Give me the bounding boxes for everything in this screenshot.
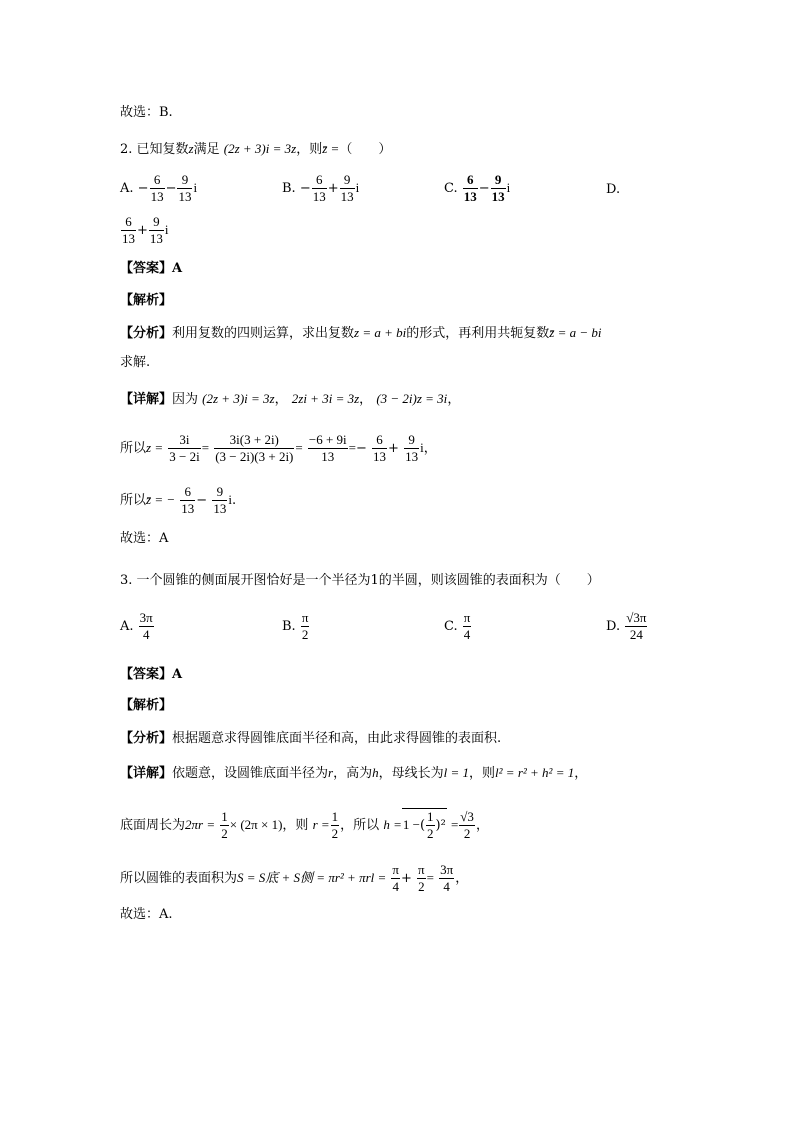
q3-option-c: C. $\frac{\pi}{4}$ [444, 610, 471, 642]
q3-option-a: A. $\frac{3\pi}{4}$ [120, 610, 153, 642]
answer-q3: 【答案】A [120, 667, 183, 682]
question-2: 2. 已知复数z满足 (2z + 3)i = 3z，则z̄ =（ ） [120, 141, 392, 157]
option-c: C. $\frac{6}{13}$ − $\frac{9}{13}$ i [444, 172, 511, 204]
fenxi-q2-cont: 求解. [120, 355, 151, 370]
xiangjie-q2-line2: 所以z = $\frac{3i}{3 - 2i}$ = $\frac{3i(3 + 2i)}{(3 - 2i)(3 + 2i)}$ = $\frac{-6 + 9i}{13}$ =− $\frac{6}{13}$ + $\frac{9}{13}$ i， [120, 432, 437, 464]
xiangjie-q3-line2: 底面周长为2πr = $\frac{1}{2}$ × (2π × 1)，则 r = $\frac{1}{2}$ ，所以 h =1 −( $\frac{1}{2}$ )² = $\frac{√3}{2}$ ， [120, 809, 489, 841]
xiangjie-q3-line3: 所以圆锥的表面积为S = S底 + S侧 = πr² + πrl = $\frac{\pi}{4}$ + $\frac{\pi}{2}$ = $\frac{3\pi}{4}$ ， [120, 862, 469, 894]
xiangjie-q3: 【详解】依题意，设圆锥底面半径为r，高为h，母线长为l = 1，则l² = r² + h² = 1， [120, 765, 588, 781]
option-b: B. − $\frac{6}{13}$ + $\frac{9}{13}$ i [282, 172, 360, 204]
question-3: 3. 一个圆锥的侧面展开图恰好是一个半径为1的半圆，则该圆锥的表面积为（ ） [120, 573, 600, 588]
option-d: D. [606, 182, 621, 197]
answer-q2: 【答案】A [120, 261, 183, 276]
jiexi-q3: 【解析】 [120, 698, 173, 713]
option-a: A. − $\frac{6}{13}$ − $\frac{9}{13}$ i [120, 172, 198, 204]
q3-option-d: D. $\frac{√3\pi}{24}$ [606, 610, 647, 642]
guxuan-q3: 故选：A. [120, 907, 173, 922]
option-d-value: $\frac{6}{13}$ + $\frac{9}{13}$ i [122, 214, 169, 246]
xiangjie-q2: 【详解】因为 (2z + 3)i = 3z， 2zi + 3i = 3z， (3 − 2i)z = 3i， [120, 391, 461, 407]
q3-option-b: B. $\frac{\pi}{2}$ [282, 610, 309, 642]
jiexi-q2: 【解析】 [120, 293, 173, 308]
xiangjie-q2-line3: 所以z̄ = − $\frac{6}{13}$ − $\frac{9}{13}$ i. [120, 484, 237, 516]
fenxi-q2: 【分析】利用复数的四则运算，求出复数z = a + bi的形式，再利用共轭复数z̄ = a − bi [120, 325, 602, 341]
guxuan-q2: 故选：A [120, 531, 169, 546]
line-answer-prev: 故选：B. [120, 105, 173, 120]
fenxi-q3: 【分析】根据题意求得圆锥底面半径和高，由此求得圆锥的表面积. [120, 731, 502, 746]
